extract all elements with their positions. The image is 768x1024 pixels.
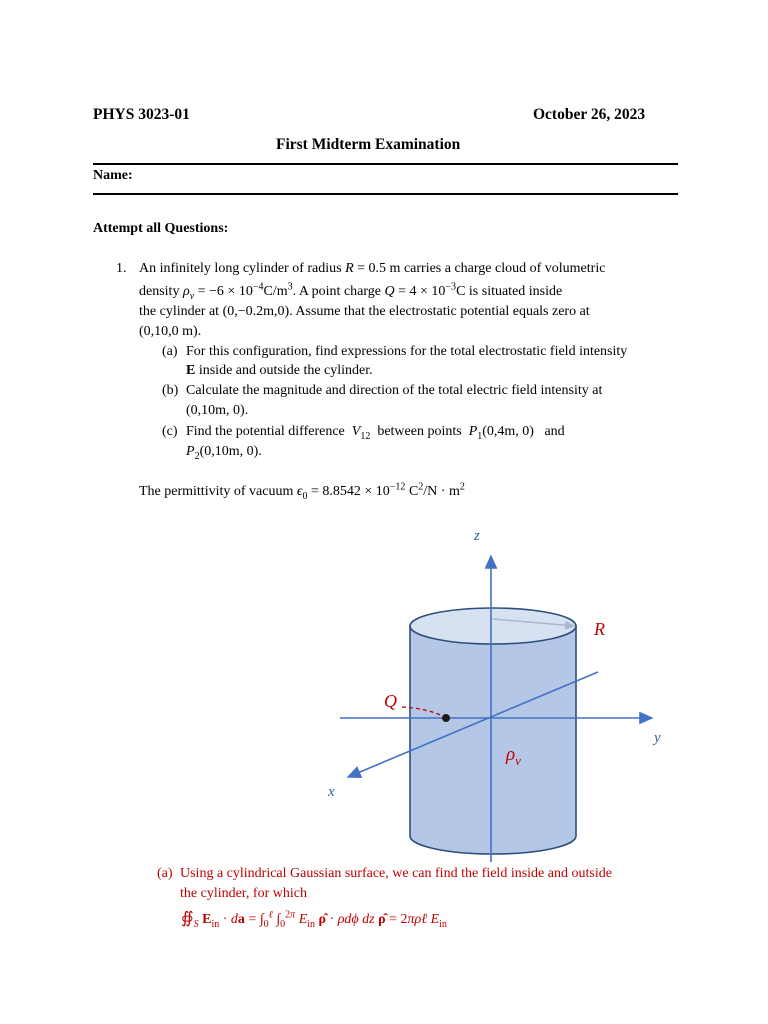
- solution-line-1: Using a cylindrical Gaussian surface, we can find the field inside and outside: [180, 866, 612, 881]
- part-b-line-2: (0,10m, 0).: [186, 403, 249, 418]
- density-label: $\rho_v$: [506, 744, 521, 768]
- z-label: z: [474, 528, 480, 544]
- charge-label: Q: [384, 691, 397, 711]
- charge-expr: $Q = 4 \times 10^{-3}C$: [384, 281, 466, 299]
- question-line-3: the cylinder at (0,−0.2m,0). Assume that the electrostatic potential equals zero at: [139, 304, 590, 319]
- permittivity-expr: $\epsilon_0 = 8.8542 \times 10^{-12}$ $C^2/N \cdot m^2$: [296, 481, 465, 502]
- instructions: Attempt all Questions:: [93, 221, 229, 236]
- question-line-2: density $\rho_v = -6 \times 10^{-4}C/m^3$. A point charge $Q = 4 \times 10^{-3}C$ is situated inside: [139, 281, 563, 302]
- part-a-label: (a): [162, 344, 178, 359]
- part-c-label: (c): [162, 424, 178, 439]
- solution-label: (a): [157, 866, 173, 881]
- permittivity-line: The permittivity of vacuum $\epsilon_0 = 8.8542 \times 10^{-12}$ $C^2/N \cdot m^2$: [139, 481, 465, 502]
- solution-equation: $∯_S$ $E_{in}$ · da = $\int_0^\ell$ $\int_0^{2\pi}$ $E_{in}$ ρ̂ · ρdϕ dz ρ̂ = 2πρℓ $E_{in}$: [181, 909, 447, 930]
- radius-label: R: [594, 619, 605, 639]
- p1-expr: $P_1(0,4m$, 0): [468, 424, 534, 442]
- p2-expr: $P_2(0,10m$, 0).: [186, 444, 262, 462]
- exam-date: October 26, 2023: [533, 106, 646, 123]
- x-label: x: [328, 784, 335, 800]
- radius-expr: R: [345, 261, 354, 276]
- part-b-label: (b): [162, 383, 179, 398]
- v12-expr: $V_{12}$: [351, 424, 371, 442]
- name-label: Name:: [93, 168, 133, 183]
- course-code: PHYS 3023-01: [93, 106, 190, 123]
- point-charge: [442, 714, 450, 722]
- solution-line-2: the cylinder, for which: [180, 886, 307, 901]
- question-number: 1.: [116, 261, 127, 276]
- question-line-1: An infinitely long cylinder of radius R = 0.5 m carries a charge cloud of volumetric: [139, 261, 606, 276]
- density-expr: $\rho_v = -6 \times 10^{-4}C/m^3$: [182, 281, 293, 302]
- position-expr: (0,−0.2m,0): [222, 304, 290, 319]
- cylinder-top: [410, 608, 576, 644]
- question-line-4: (0,10,0 m).: [139, 324, 202, 339]
- part-b-line-1: Calculate the magnitude and direction of the total electric field intensity at: [186, 383, 603, 398]
- exam-title: First Midterm Examination: [276, 136, 461, 153]
- part-a-line-2: E inside and outside the cylinder.: [186, 363, 373, 378]
- part-a-line-1: For this configuration, find expressions for the total electrostatic field intensity: [186, 344, 628, 359]
- y-label: y: [654, 730, 661, 746]
- part-c-line-1: Find the potential difference $V_{12}$ between points $P_1(0,4m$, 0) and: [186, 424, 565, 442]
